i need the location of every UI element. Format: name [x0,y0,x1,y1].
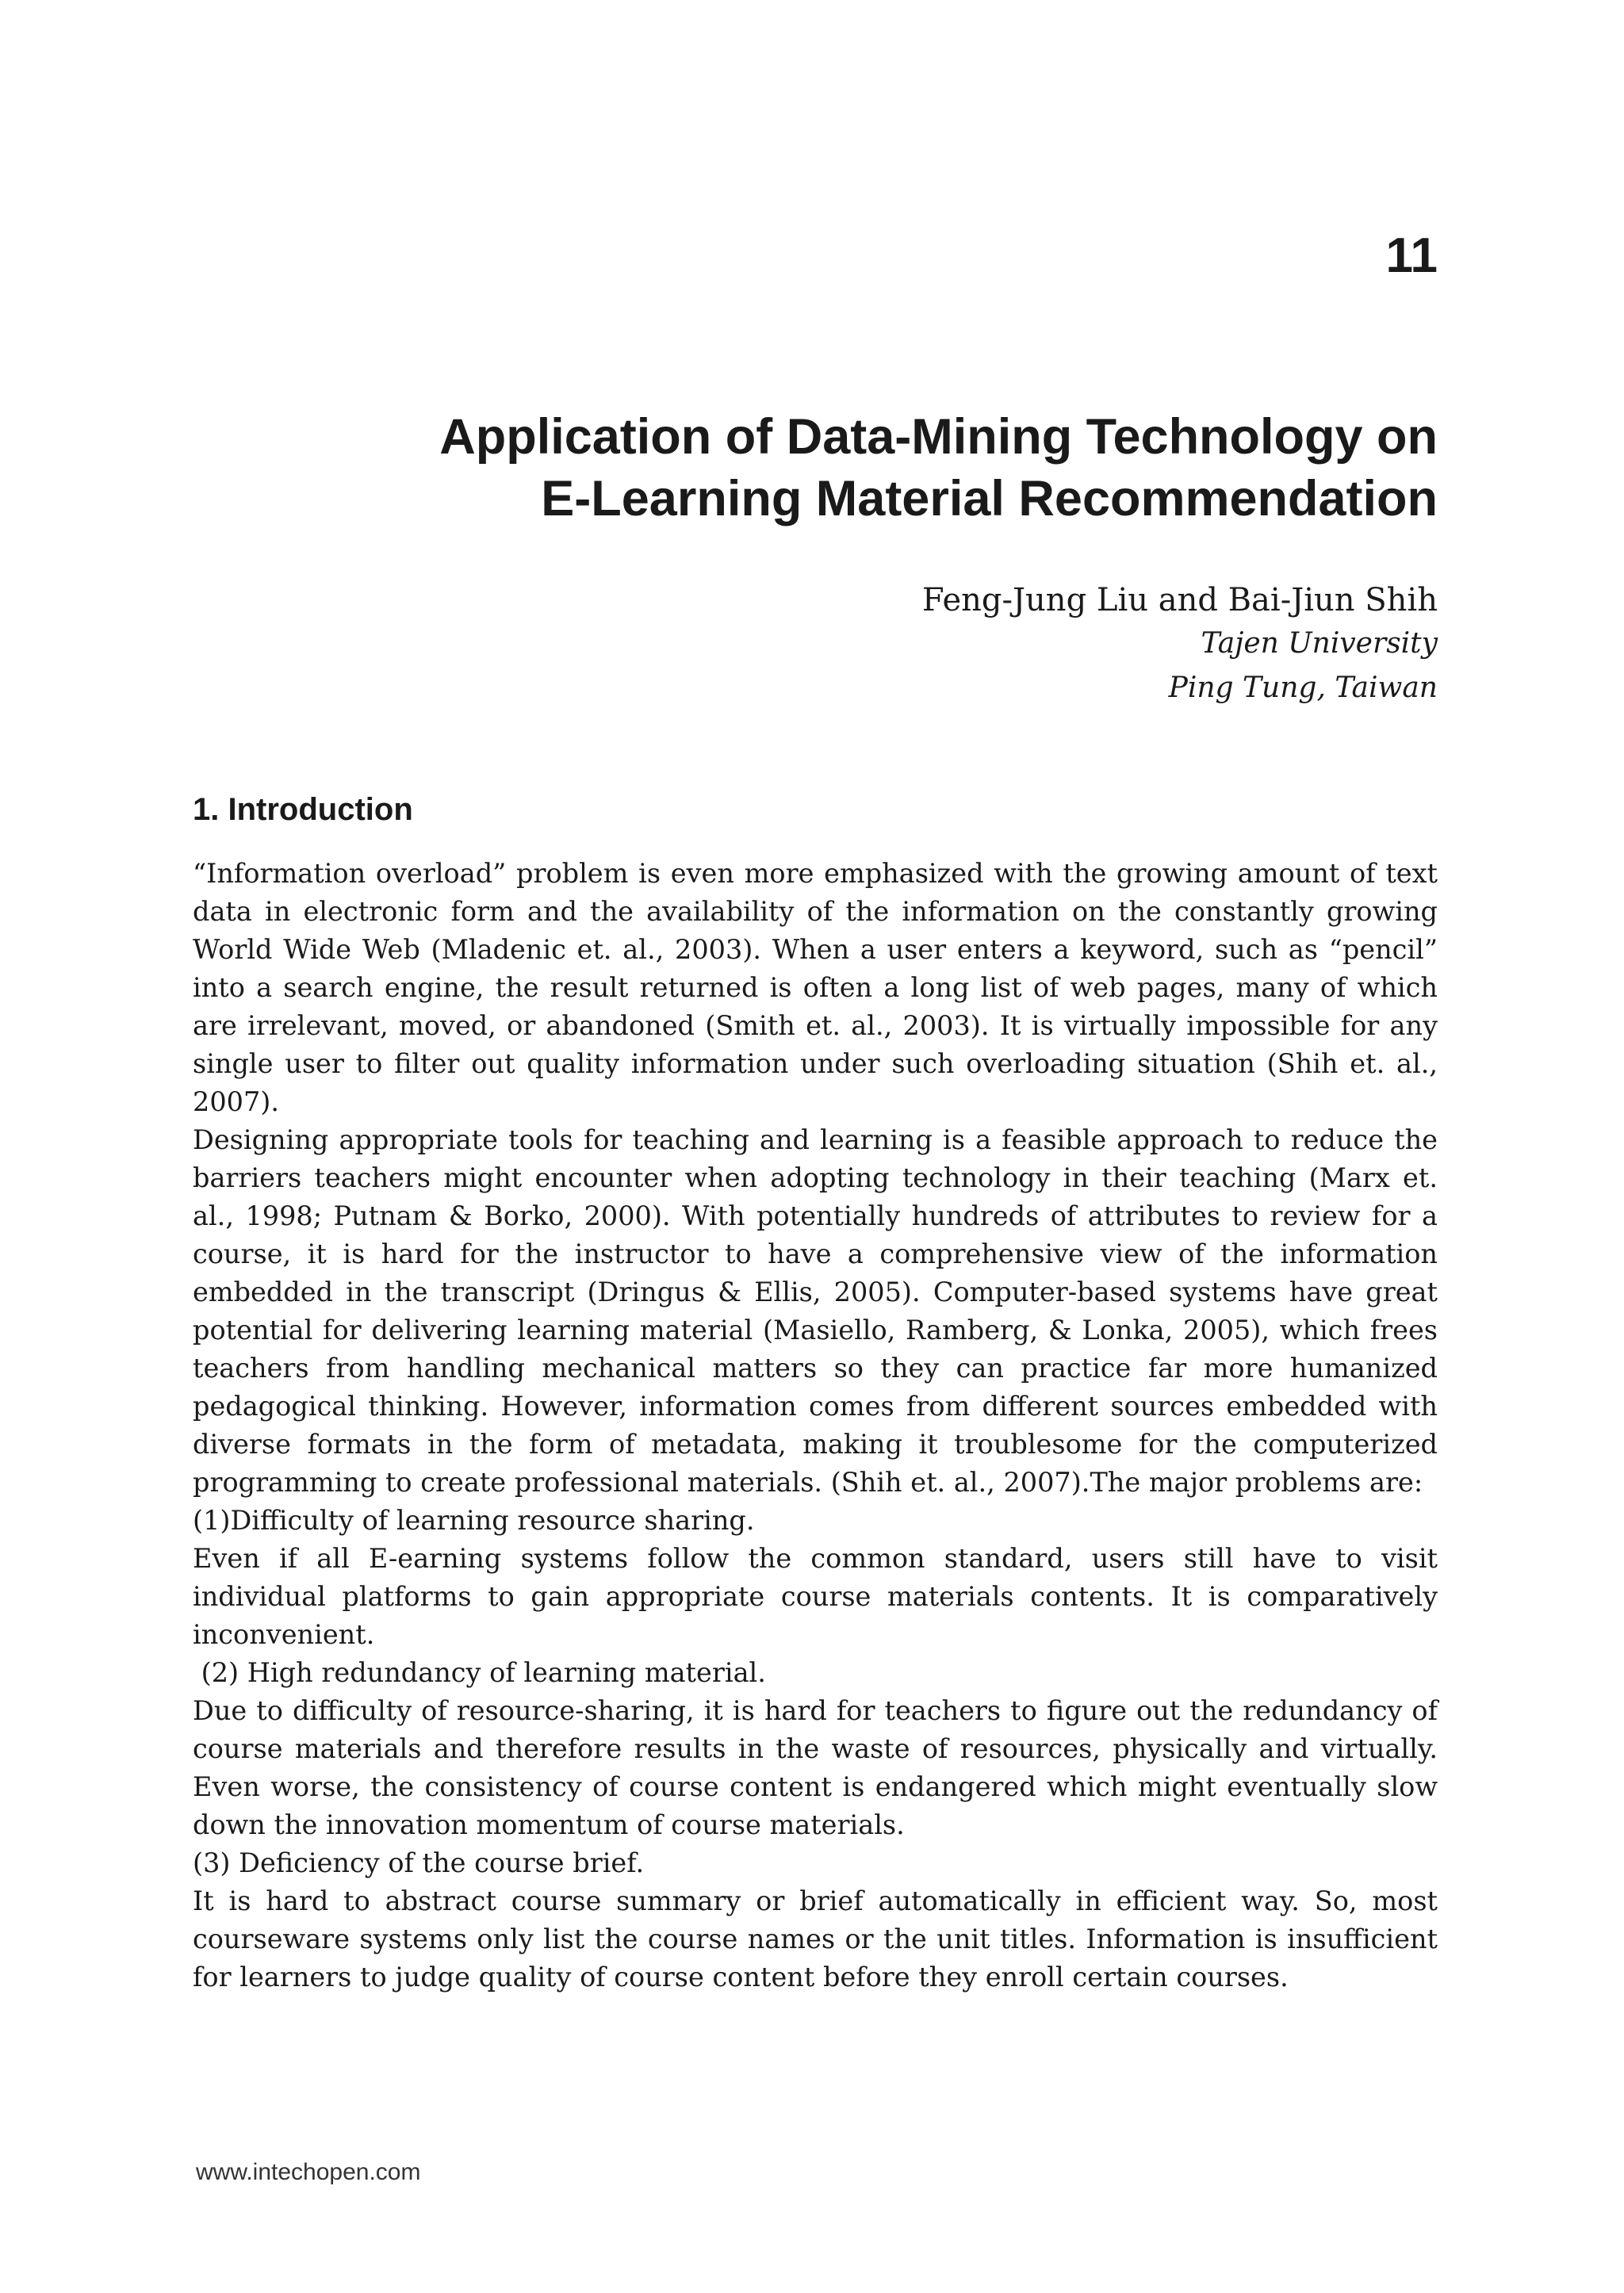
author-names: Feng-Jung Liu and Bai-Jiun Shih [921,582,1438,618]
paragraph-designing-tools: Designing appropriate tools for teaching and learning is a feasible approach to reduce the barriers teachers might encounter when adopting technology in their teaching (Marx et. al., 1998; Putnam & Borko, 2000). With potentially hundreds of attributes to review for a course, it is hard for the instructor to have a comprehensive view of the information embedded in the transcript (Dringus & Ellis, 2005). Computer-based systems have great potential for delivering learning material (Masiello, Ramberg, & Lonka, 2005), which frees teachers from handling mechanical matters so they can practice far more humanized pedagogical thinking. However, information comes from different sources embedded with diverse formats in the form of metadata, making it troublesome for the computerized programming to create professional materials. (Shih et. al., 2007).The major problems are: [193,1124,1438,1498]
chapter-title [169,406,1438,530]
footer-url-link[interactable]: www.intechopen.com [196,2159,421,2185]
chapter-title-line-2: E-Learning Material Recommendation [541,471,1438,526]
author-block [486,579,1438,710]
chapter-title-line-1: Application of Data-Mining Technology on [439,409,1438,465]
problem-heading-3: (3) Deficiency of the course brief. [193,1847,645,1878]
chapter-number: 11 [1385,228,1438,283]
affiliation-university: Tajen University [1201,627,1438,660]
problem-heading-2: (2) High redundancy of learning material. [193,1657,766,1688]
paragraph-problem-2: Due to difficulty of resource-sharing, it is hard for teachers to figure out the redundancy of course materials and therefore results in the waste of resources, physically and virtually. Even worse, the consistency of course content is endangered which might eventually slow down the innovation momentum of course materials. [193,1695,1438,1840]
problem-heading-1: (1)Difficulty of learning resource sharing. [193,1505,755,1536]
paragraph-problem-1: Even if all E-earning systems follow the common standard, users still have to visit individual platforms to gain appropriate course materials contents. It is comparatively inconvenient. [193,1543,1438,1650]
paragraph-problem-3: It is hard to abstract course summary or brief automatically in efficient way. So, most courseware systems only list the course names or the unit titles. Information is insufficient for learners to judge quality of course content before they enroll certain courses. [193,1885,1438,1992]
paragraph-information-overload: “Information overload” problem is even more emphasized with the growing amount of text data in electronic form and the availability of the information on the constantly growing World Wide Web (Mladenic et. al., 2003). When a user enters a keyword, such as “pencil” into a search engine, the result returned is often a long list of web pages, many of which are irrelevant, moved, or abandoned (Smith et. al., 2003). It is virtually impossible for any single user to filter out quality information under such overloading situation (Shih et. al., 2007). [193,858,1438,1117]
section-heading: 1. Introduction [193,792,413,827]
body-text [193,855,1438,1996]
affiliation-location: Ping Tung, Taiwan [1168,672,1438,704]
